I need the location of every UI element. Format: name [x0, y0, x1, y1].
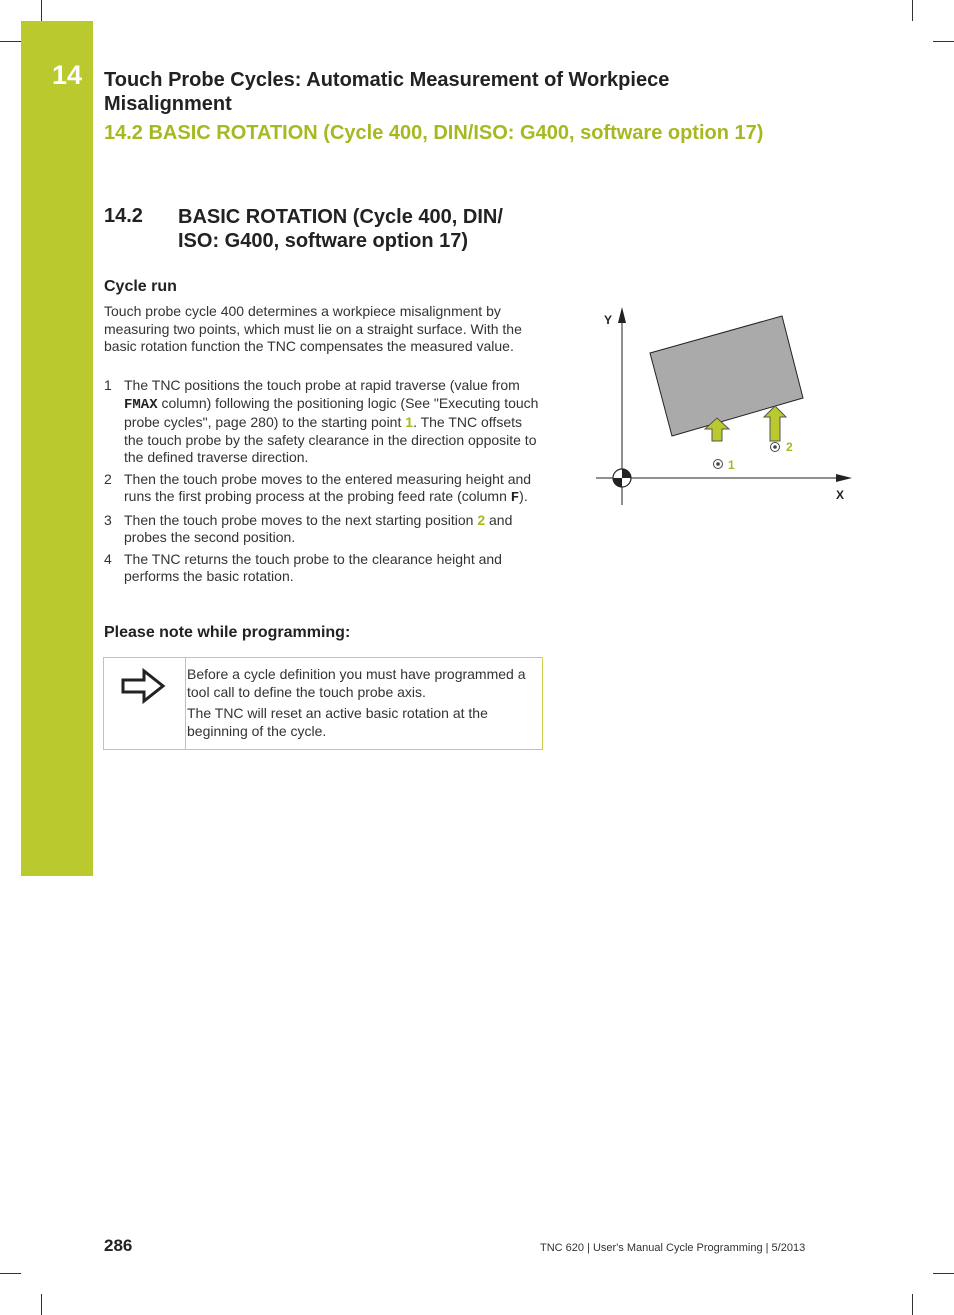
y-axis-arrow — [618, 307, 626, 323]
note-paragraph: The TNC will reset an active basic rotation at the beginning of the cycle. — [187, 705, 488, 739]
step-number: 2 — [104, 470, 112, 487]
point-label-2: 2 — [786, 440, 793, 454]
fmax-code: FMAX — [124, 396, 158, 413]
chapter-title: Touch Probe Cycles: Automatic Measurement of Workpiece Misalignment — [104, 69, 670, 115]
x-axis-label: X — [836, 488, 845, 502]
point-label-1: 1 — [728, 458, 735, 472]
page-number: 286 — [104, 1236, 133, 1255]
x-axis-arrow — [836, 474, 852, 482]
section-number: 14.2 — [104, 205, 143, 227]
crop-mark — [0, 1273, 21, 1274]
crop-mark — [933, 41, 954, 42]
cycle-run-intro: Touch probe cycle 400 determines a workpiece misalignment by measuring two points, which must lie on a straight surface. With the basic rotation function the TNC compensates the measured value. — [104, 303, 522, 354]
crop-mark — [41, 0, 42, 21]
point-ref: 1 — [405, 414, 414, 430]
section-reference: 14.2 BASIC ROTATION (Cycle 400, DIN/ISO: G400, software option 17) — [104, 122, 764, 144]
step-number: 3 — [104, 511, 112, 528]
list-item: 4 The TNC returns the touch probe to the clearance height and performs the basic rotation. — [104, 550, 502, 584]
crop-mark — [912, 1294, 913, 1315]
note-divider — [185, 658, 186, 749]
crop-mark — [41, 1294, 42, 1315]
basic-rotation-diagram — [590, 305, 860, 510]
point-ref: 2 — [477, 511, 486, 528]
note-box — [103, 657, 543, 750]
list-item: 3 Then the touch probe moves to the next starting position 2 and probes the second position. — [104, 511, 513, 545]
step-number: 1 — [104, 377, 112, 393]
section-title: BASIC ROTATION (Cycle 400, DIN/ ISO: G400, software option 17) — [178, 206, 503, 252]
arrow-right-icon — [120, 666, 166, 706]
cycle-steps — [104, 377, 544, 590]
crop-mark — [933, 1273, 954, 1274]
list-item: 1 The TNC positions the touch probe at rapid traverse (value from FMAX column) following the positioning logic (See "Executing touch probe cycles", page 280) to the starting point 1. The TNC offsets the touch probe by the safety clearance in the direction opposite to the defined traverse direction. — [104, 377, 539, 465]
y-axis-label: Y — [604, 313, 613, 327]
crop-mark — [912, 0, 913, 21]
crop-mark — [0, 41, 21, 42]
chapter-number: 14 — [52, 60, 83, 90]
step-number: 4 — [104, 550, 112, 567]
note-paragraph: Before a cycle definition you must have programmed a tool call to define the touch probe axis. — [187, 666, 526, 700]
cycle-run-heading: Cycle run — [104, 278, 177, 295]
footer-text: TNC 620 | User's Manual Cycle Programming | 5/2013 — [540, 1242, 806, 1254]
note-text — [187, 666, 537, 744]
list-item: 2 Then the touch probe moves to the entered measuring height and runs the first probing process at the probing feed rate (column F). — [104, 470, 532, 506]
f-code: F — [510, 490, 520, 506]
probe-arrow-2 — [764, 406, 786, 441]
programming-note-heading: Please note while programming: — [104, 624, 351, 641]
chapter-sidebar — [21, 21, 93, 876]
